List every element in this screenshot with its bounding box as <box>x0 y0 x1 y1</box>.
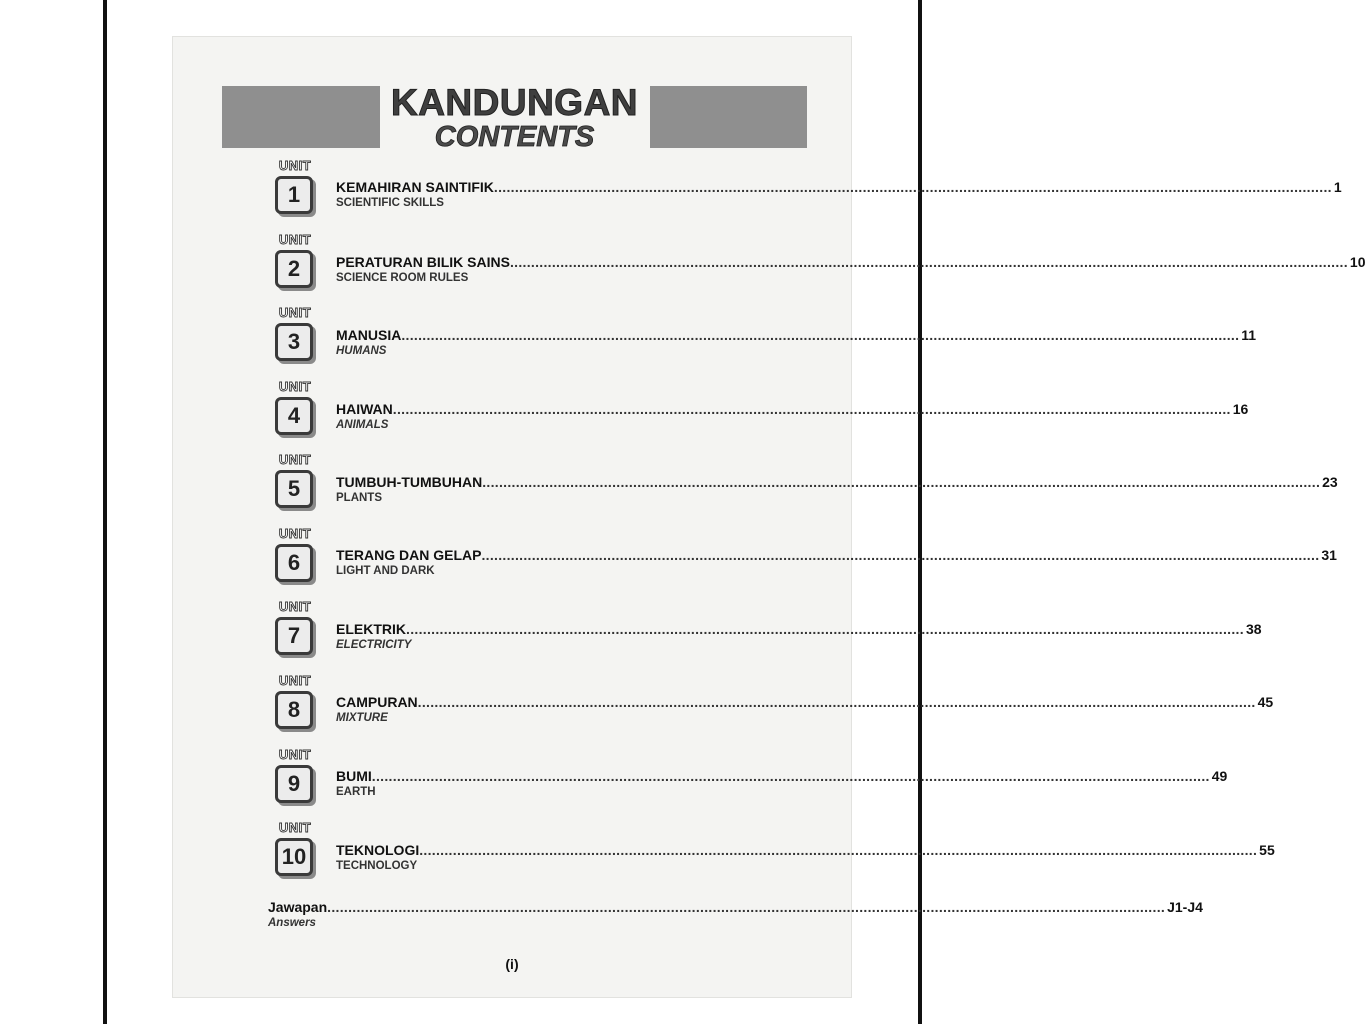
entry-page: 31 <box>1321 547 1337 563</box>
toc-entry <box>336 621 1262 652</box>
entry-subtitle: MIXTURE <box>336 712 388 724</box>
answers-title: Jawapan <box>268 899 328 915</box>
dot-leader: ........................................................................................................................................................................................................ <box>493 179 1332 195</box>
entry-subtitle: HUMANS <box>336 345 387 357</box>
dot-leader: ........................................................................................................................................................................................................ <box>481 547 1320 563</box>
unit-badge <box>275 380 319 435</box>
unit-number: 7 <box>275 617 313 655</box>
entry-title: TERANG DAN GELAP <box>336 547 482 563</box>
toc-entry <box>336 254 1365 285</box>
unit-label: UNIT <box>278 820 312 835</box>
unit-label: UNIT <box>278 232 312 247</box>
entry-subtitle: SCIENTIFIC SKILLS <box>336 197 444 209</box>
entry-page: 1 <box>1333 179 1342 195</box>
entry-subtitle: EARTH <box>336 786 376 798</box>
answers-page: J1-J4 <box>1167 899 1203 915</box>
entry-title: ELEKTRIK <box>336 621 406 637</box>
answers-entry <box>268 899 1203 930</box>
unit-label: UNIT <box>278 673 312 688</box>
dot-leader: ........................................................................................................................................................................................................ <box>419 842 1258 858</box>
unit-number: 4 <box>275 397 313 435</box>
toc-entry <box>336 474 1338 505</box>
dot-leader: ........................................................................................................................................................................................................ <box>482 474 1321 490</box>
dot-leader: ........................................................................................................................................................................................................ <box>392 401 1231 417</box>
entry-subtitle: TECHNOLOGY <box>336 860 418 872</box>
unit-number: 9 <box>275 765 313 803</box>
dot-leader: ........................................................................................................................................................................................................ <box>327 899 1166 915</box>
toc-entry <box>336 547 1337 578</box>
entry-page: 45 <box>1257 694 1274 710</box>
toc-entry <box>336 768 1228 799</box>
dot-leader: ........................................................................................................................................................................................................ <box>509 254 1348 270</box>
toc-entry <box>336 401 1249 432</box>
unit-number: 1 <box>275 176 313 214</box>
toc-entry <box>336 179 1342 210</box>
entry-page: 16 <box>1232 401 1249 417</box>
unit-label: UNIT <box>278 158 312 173</box>
entry-page: 55 <box>1259 842 1275 858</box>
unit-number: 5 <box>275 470 313 508</box>
entry-page: 23 <box>1322 474 1338 490</box>
unit-badge <box>275 600 319 655</box>
entry-subtitle: ELECTRICITY <box>336 639 412 651</box>
entry-title: HAIWAN <box>336 401 393 417</box>
unit-badge <box>275 306 319 361</box>
unit-badge <box>275 748 319 803</box>
unit-badge <box>275 453 319 508</box>
unit-badge <box>275 674 319 729</box>
entry-title: PERATURAN BILIK SAINS <box>336 254 510 270</box>
unit-badge <box>275 821 319 876</box>
page-title: KANDUNGAN <box>390 82 639 123</box>
entry-page: 49 <box>1211 768 1228 784</box>
entry-page: 11 <box>1241 327 1257 343</box>
dot-leader: ........................................................................................................................................................................................................ <box>401 327 1240 343</box>
unit-number: 10 <box>275 838 313 876</box>
unit-number: 8 <box>275 691 313 729</box>
entry-subtitle: LIGHT AND DARK <box>336 565 435 577</box>
entry-subtitle: SCIENCE ROOM RULES <box>336 272 469 284</box>
unit-label: UNIT <box>278 599 312 614</box>
entry-title: TUMBUH-TUMBUHAN <box>336 474 483 490</box>
frame-border-right <box>918 0 922 1024</box>
entry-title: TEKNOLOGI <box>336 842 420 858</box>
frame-border-left <box>103 0 107 1024</box>
dot-leader: ........................................................................................................................................................................................................ <box>417 694 1256 710</box>
page-subtitle: CONTENTS <box>434 121 595 153</box>
unit-label: UNIT <box>278 305 312 320</box>
toc-entry <box>336 694 1274 725</box>
unit-badge <box>275 159 319 214</box>
contents-header <box>222 83 807 153</box>
unit-label: UNIT <box>278 379 312 394</box>
entry-title: KEMAHIRAN SAINTIFIK <box>336 179 494 195</box>
unit-number: 2 <box>275 250 313 288</box>
toc-entry <box>336 327 1257 358</box>
entry-title: MANUSIA <box>336 327 402 343</box>
unit-number: 3 <box>275 323 313 361</box>
entry-page: 10 <box>1349 254 1365 270</box>
entry-title: BUMI <box>336 768 372 784</box>
entry-subtitle: ANIMALS <box>336 419 389 431</box>
toc-entry <box>336 842 1275 873</box>
answers-subtitle: Answers <box>268 917 316 929</box>
unit-label: UNIT <box>278 452 312 467</box>
dot-leader: ........................................................................................................................................................................................................ <box>371 768 1210 784</box>
entry-page: 38 <box>1245 621 1262 637</box>
page-number: (i) <box>505 956 519 972</box>
unit-number: 6 <box>275 544 313 582</box>
dot-leader: ........................................................................................................................................................................................................ <box>406 621 1244 637</box>
unit-label: UNIT <box>278 526 312 541</box>
unit-badge <box>275 527 319 582</box>
entry-title: CAMPURAN <box>336 694 418 710</box>
unit-badge <box>275 233 319 288</box>
entry-subtitle: PLANTS <box>336 492 382 504</box>
unit-label: UNIT <box>278 747 312 762</box>
